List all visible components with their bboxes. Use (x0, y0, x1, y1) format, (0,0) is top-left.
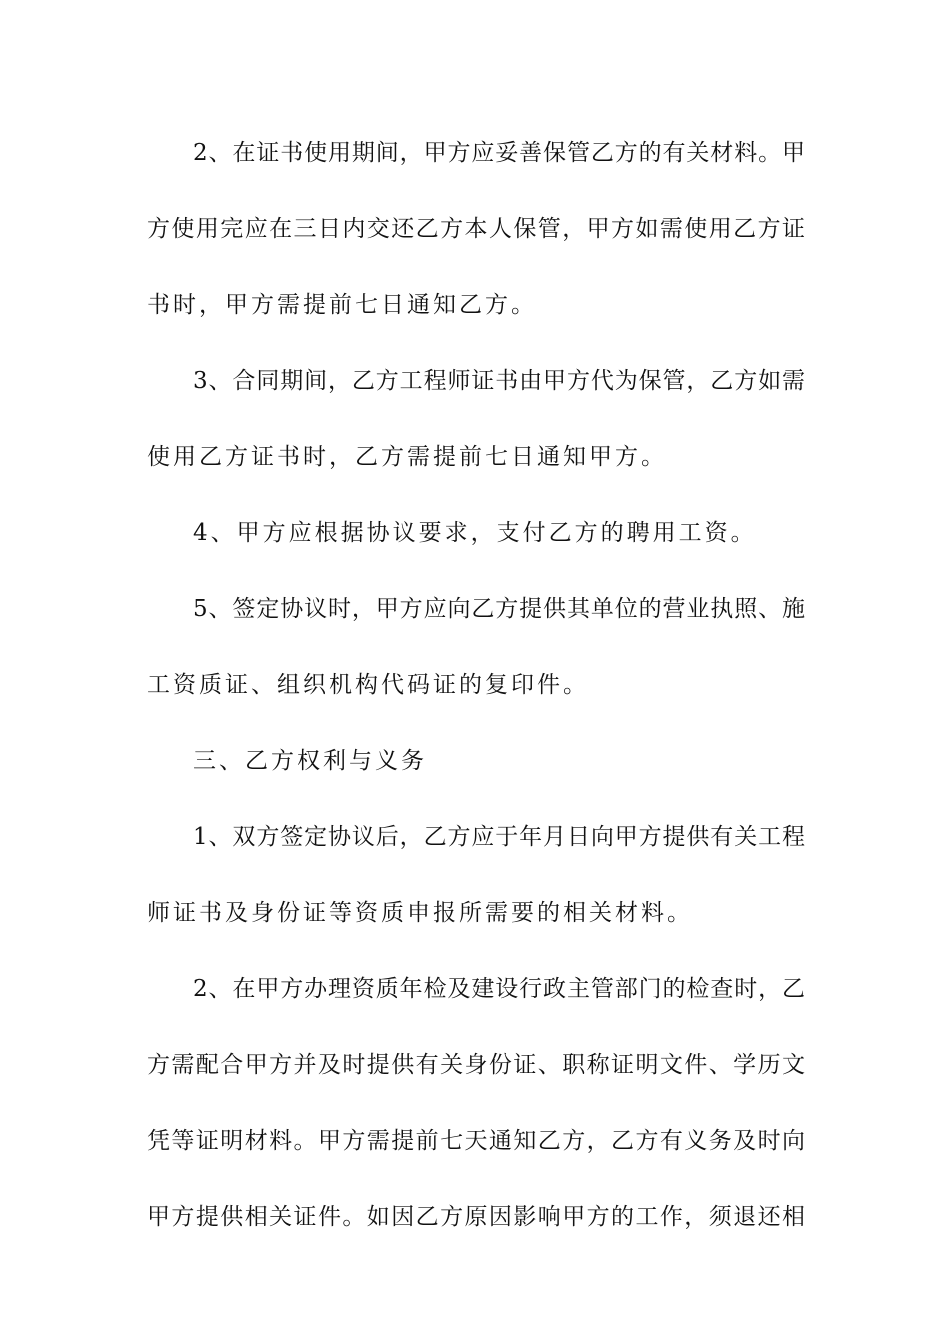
text-line: 书时，甲方需提前七日通知乙方。 (147, 292, 537, 318)
text-line: 凭等证明材料。甲方需提前七天通知乙方，乙方有义务及时向 (147, 1128, 805, 1154)
text-line: 3、合同期间，乙方工程师证书由甲方代为保管，乙方如需 (193, 368, 805, 394)
text-line: 2、在甲方办理资质年检及建设行政主管部门的检查时，乙 (193, 976, 805, 1002)
text-line: 方需配合甲方并及时提供有关身份证、职称证明文件、学历文 (147, 1052, 805, 1078)
text-line: 5、签定协议时，甲方应向乙方提供其单位的营业执照、施 (193, 596, 805, 622)
text-line: 4、甲方应根据协议要求，支付乙方的聘用工资。 (193, 520, 757, 546)
text-line: 甲方提供相关证件。如因乙方原因影响甲方的工作，须退还相 (147, 1204, 805, 1230)
text-line: 使用乙方证书时，乙方需提前七日通知甲方。 (147, 444, 667, 470)
text-line: 师证书及身份证等资质申报所需要的相关材料。 (147, 900, 693, 926)
text-line: 1、双方签定协议后，乙方应于年月日向甲方提供有关工程 (193, 824, 805, 850)
text-line: 2、在证书使用期间，甲方应妥善保管乙方的有关材料。甲 (193, 140, 805, 166)
text-line: 工资质证、组织机构代码证的复印件。 (147, 672, 589, 698)
text-line: 方使用完应在三日内交还乙方本人保管，甲方如需使用乙方证 (147, 216, 805, 242)
document-body (147, 125, 805, 1265)
section-heading: 三、乙方权利与义务 (193, 748, 427, 774)
